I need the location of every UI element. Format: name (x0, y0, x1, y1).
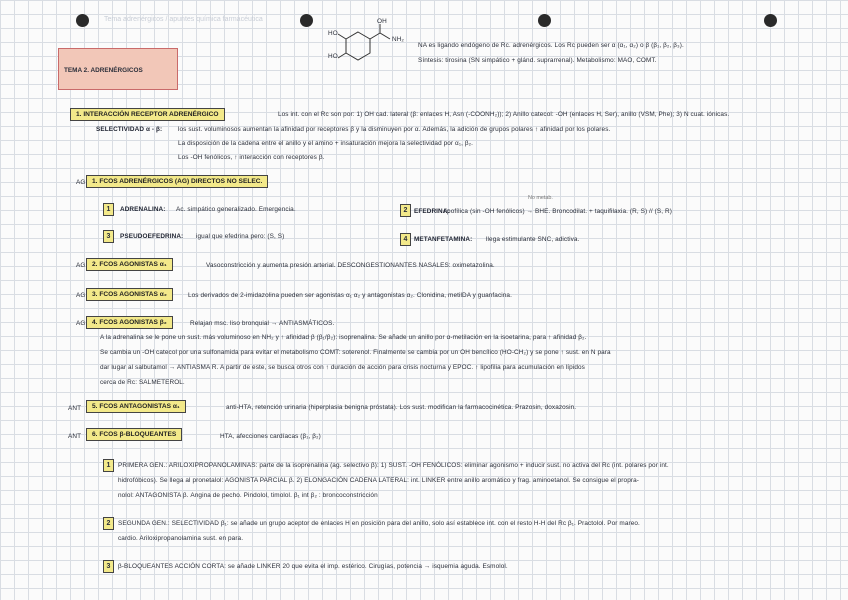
section-header-directos: 1. FCOS ADRENÉRGICOS (AG) DIRECTOS NO SELEC. (86, 175, 268, 188)
section-tag: ANT (68, 405, 82, 412)
structure-label: HO (328, 30, 338, 37)
section-tag: AG (76, 320, 86, 327)
binder-hole (538, 14, 551, 27)
section-header-antagonistas-a1: 5. FCOS ANTAGONISTAS α₁ (86, 400, 186, 413)
s5-line: A la adrenalina se le pone un sust. más voluminoso en NH₂ y ↑ afinidad β (β₁/β₂): isoprenalina. Se añade un anillo por α-metilación en la isoetarina, para ↑ afinidad β₂. (100, 334, 587, 341)
s7-item-line: cardio. Ariloxipropanolamina sust. en para. (118, 535, 244, 542)
s6-desc: anti-HTA, retención urinaria (hiperplasia benigna próstata). Los sust. modifican la farmacocinética. Prazosin, doxazosin. (226, 404, 577, 411)
s7-item-line: β-BLOQUEANTES ACCIÓN CORTA: se añade LINKER 20 que evita el imp. estérico. Cirugías, potencia → isquemia aguda. Esmolol. (118, 563, 508, 570)
note-above: No metab. (528, 195, 553, 201)
s7-item-line: nolol: ANTAGONISTA β. Angina de pecho. Pindolol, timolol. β₁ int β₂ : broncoconstricción (118, 492, 378, 499)
item-number: 2 (103, 517, 114, 530)
section-header-agonistas-a2: 3. FCOS AGONISTAS α₂ (86, 288, 173, 301)
s5-line: dar lugar al salbutamol → ANTIASMA R. A partir de este, se busca otros con ↑ duración de acción para crisis nocturna y EPOC. ↑ lipofilia para acumulación en lípidos (100, 364, 585, 371)
s7-item-line: hidrofóbicos). Se llega al pronetalol: AGONISTA PARCIAL β. 2) ELONGACIÓN CADENA LATERAL: int. LINKER entre anillo aromático y frag. aminoetanol. Se consigue el propra- (118, 477, 639, 484)
drug-desc: igual que efedrina pero: (S, S) (196, 233, 285, 240)
s1-line: los sust. voluminosos aumentan la afinidad por receptores β y la disminuyen por α. Además, la adición de grupos polares ↑ afinidad por los polares. (178, 126, 611, 133)
drug-name: PSEUDOEFEDRINA: (120, 233, 184, 240)
section-header-beta-bloqueantes: 6. FCOS β-BLOQUEANTES (86, 428, 182, 441)
s1-line: La disposición de la cadena entre el anillo y el amino + insaturación mejora la selectividad por α₁, β₂. (178, 140, 474, 147)
section-tag: ANT (68, 433, 82, 440)
drug-desc: lipofílica (sin -OH fenólicos) → BHE. Broncodilat. + taquifilaxia. (R, S) // (S, R) (444, 208, 672, 215)
intro-line: Síntesis: tirosina (SN simpático + glánd. suprarrenal). Metabolismo: MAO, COMT. (418, 57, 657, 64)
item-number: 3 (103, 230, 114, 243)
s1-line: Los -OH fenólicos, ↑ interacción con receptores β. (178, 154, 325, 161)
item-number: 4 (400, 233, 411, 246)
s1-selectividad-label: SELECTIVIDAD α - β: (96, 126, 163, 133)
drug-name: EFEDRINA: (414, 208, 450, 215)
faint-header: Tema adrenérgicos / apuntes química farmacéutica (104, 16, 263, 23)
s7-item-line: SEGUNDA GEN.: SELECTIVIDAD β₁: se añade un grupo aceptor de enlaces H en posición para del anillo, solo así establece int. con el resto H-H del Rc β₁. Practolol. Por mareo. (118, 520, 640, 527)
item-number: 2 (400, 204, 411, 217)
binder-hole (764, 14, 777, 27)
section-header-agonistas-a1: 2. FCOS AGONISTAS α₁ (86, 258, 173, 271)
intro-line: NA es ligando endógeno de Rc. adrenérgicos. Los Rc pueden ser α (α₁, α₂) o β (β₁, β₂, β₃). (418, 42, 684, 49)
s1-line: Los int. con el Rc son por: 1) OH cad. lateral (β: enlaces H, Asn (-COONH₂)); 2) Anillo catecol: -OH (enlaces H, Ser), anillo (VSM, Phe); 3) N cuat. iónicas. (278, 111, 730, 118)
section-header-interaccion: 1. INTERACCIÓN RECEPTOR ADRENÉRGICO (70, 108, 225, 121)
structure-label: HO (328, 53, 338, 60)
s5-desc: Relajan msc. liso bronquial → ANTIASMÁTICOS. (190, 320, 335, 327)
title-box (58, 48, 178, 90)
drug-name: METANFETAMINA: (414, 236, 473, 243)
drug-name: ADRENALINA: (120, 206, 166, 213)
section-tag: AG (76, 179, 86, 186)
s7-item-line: PRIMERA GEN.: ARILOXIPROPANOLAMINAS: parte de la isoprenalina (ag. selectivo β): 1) SUST. -OH FENÓLICOS: eliminar agonismo + inducir sust. no activa del Rc (int. polares por int. (118, 462, 669, 469)
catecholamine-structure (320, 18, 420, 74)
page-title: TEMA 2. ADRENÉRGICOS (64, 67, 143, 74)
s5-line: cerca de Rc: SALMETEROL. (100, 379, 185, 386)
item-number: 1 (103, 459, 114, 472)
section-tag: AG (76, 292, 86, 299)
item-number: 1 (103, 203, 114, 216)
structure-label: NH₂ (392, 36, 405, 43)
s4-desc: Los derivados de 2-imidazolina pueden ser agonistas α₁ α₂ y antagonistas α₂. Clonidina, metilDA y guanfacina. (188, 292, 512, 299)
drug-desc: Ac. simpático generalizado. Emergencia. (176, 206, 296, 213)
section-tag: AG (76, 262, 86, 269)
s7-desc: HTA, afecciones cardíacas (β₁, β₂) (220, 433, 321, 440)
binder-hole (76, 14, 89, 27)
structure-label: OH (377, 18, 387, 25)
s3-desc: Vasoconstricción y aumenta presión arterial. DESCONGESTIONANTES NASALES: oximetazolina. (206, 262, 495, 269)
s5-line: Se cambia un -OH catecol por una sulfonamida para evitar el metabolismo COMT: soterenol. Finalmente se cambia por un OH bencílico (HO-CH₂) y se pone ↑ sust. en N para (100, 349, 611, 356)
item-number: 3 (103, 560, 114, 573)
section-header-agonistas-b2: 4. FCOS AGONISTAS β₂ (86, 316, 173, 329)
binder-hole (300, 14, 313, 27)
drug-desc: llega estimulante SNC, adictiva. (486, 236, 580, 243)
